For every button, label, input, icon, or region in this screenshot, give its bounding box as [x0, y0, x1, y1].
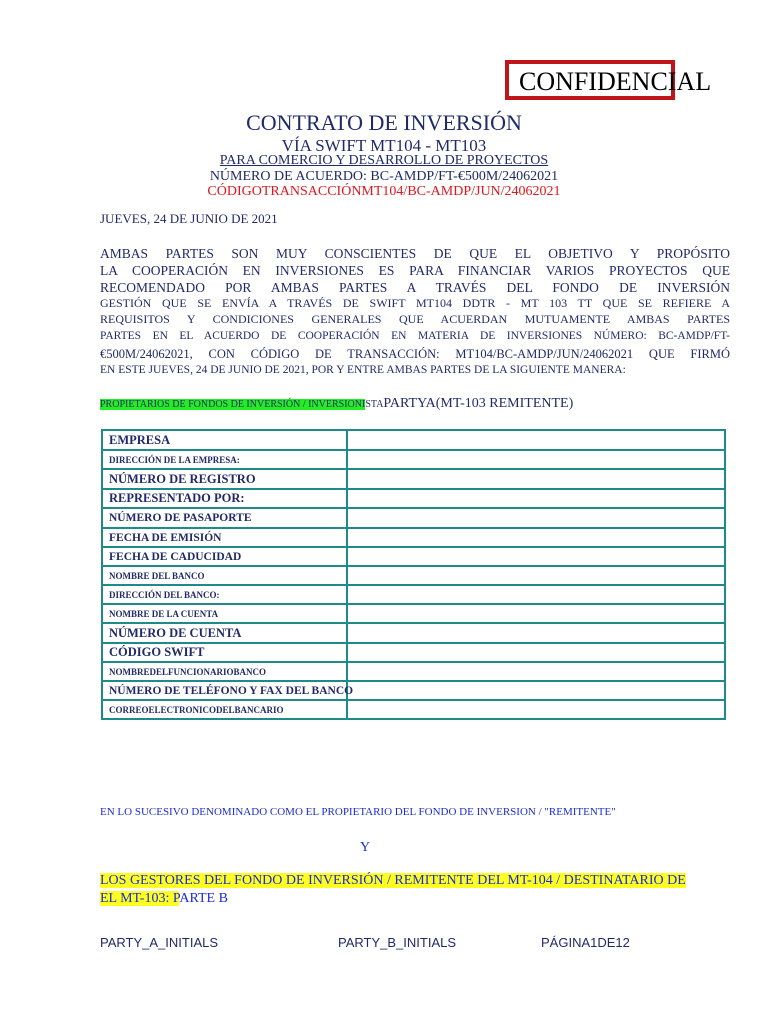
form-row: [102, 508, 725, 528]
form-row: [102, 566, 725, 585]
form-row: [102, 643, 725, 662]
paragraph-line: GESTIÓN QUE SE ENVÍA A TRAVÉS DE SWIFT MT104 DDTR - MT 103 TT QUE SE REFIERE A: [100, 296, 730, 310]
paragraph-line: AMBAS PARTES SON MUY CONSCIENTES DE QUE EL OBJETIVO Y PROPÓSITO: [100, 246, 730, 261]
and-separator: Y: [360, 840, 371, 855]
party-a-form-table: [101, 429, 726, 720]
form-row: [102, 681, 725, 700]
party-b-line2-rest: ARTE B: [179, 891, 228, 906]
form-value-field[interactable]: [347, 662, 725, 681]
form-label: REPRESENTADO POR:: [102, 489, 347, 508]
party-a-initials: PARTY_A_INITIALS: [100, 935, 219, 950]
form-value-field[interactable]: [347, 700, 725, 719]
form-label: CORREOELECTRONICODELBANCARIO: [102, 700, 347, 719]
form-row: [102, 547, 725, 566]
form-row: [102, 700, 725, 719]
form-row: [102, 430, 725, 450]
confidential-stamp-text: CONFIDENCIAL: [519, 67, 712, 96]
form-label: FECHA DE EMISIÓN: [102, 528, 347, 547]
contract-via: VÍA SWIFT MT104 - MT103: [281, 136, 487, 155]
page-number: PÁGINA1DE12: [541, 935, 630, 950]
party-b-line2-highlight: EL MT-103: P: [100, 891, 180, 906]
form-row: [102, 662, 725, 681]
form-row: [102, 528, 725, 547]
form-row: [102, 585, 725, 604]
form-value-field[interactable]: [347, 528, 725, 547]
party-a-rest: STA: [365, 399, 384, 410]
form-row: [102, 469, 725, 489]
form-value-field[interactable]: [347, 430, 725, 450]
form-label: NÚMERO DE TELÉFONO Y FAX DEL BANCO: [102, 681, 347, 700]
paragraph-line: EN ESTE JUEVES, 24 DE JUNIO DE 2021, POR Y ENTRE AMBAS PARTES DE LA SIGUIENTE MANERA:: [100, 364, 626, 376]
form-label: NÚMERO DE REGISTRO: [102, 469, 347, 489]
form-row: [102, 604, 725, 623]
party-a-heading: [100, 396, 573, 412]
form-label: EMPRESA: [102, 430, 347, 450]
form-row: [102, 489, 725, 508]
party-a-highlight: PROPIETARIOS DE FONDOS DE INVERSIÓN / INVERSIONI: [100, 399, 366, 410]
contract-purpose: PARA COMERCIO Y DESARROLLO DE PROYECTOS: [219, 153, 549, 168]
form-value-field[interactable]: [347, 681, 725, 700]
form-value-field[interactable]: [347, 469, 725, 489]
form-label: NÚMERO DE CUENTA: [102, 623, 347, 643]
paragraph-line: RECOMENDADO POR AMBAS PARTES A TRAVÉS DEL FONDO DE INVERSIÓN: [100, 280, 730, 295]
agreement-number: NÚMERO DE ACUERDO: BC-AMDP/FT-€500M/24062021: [209, 169, 559, 184]
paragraph-line: PARTES EN EL ACUERDO DE COOPERACIÓN EN MATERIA DE INVERSIONES NÚMERO: BC-AMDP/FT-: [100, 330, 730, 342]
form-value-field[interactable]: [347, 643, 725, 662]
hereafter-clause: EN LO SUCESIVO DENOMINADO COMO EL PROPIETARIO DEL FONDO DE INVERSION / "REMITENTE": [100, 806, 616, 818]
form-label: NOMBRE DE LA CUENTA: [102, 604, 347, 623]
party-a-tail: PARTYA(MT-103 REMITENTE): [383, 396, 574, 411]
form-value-field[interactable]: [347, 450, 725, 469]
form-label: NOMBREDELFUNCIONARIOBANCO: [102, 662, 347, 681]
form-row: [102, 623, 725, 643]
paragraph-line: REQUISITOS Y CONDICIONES GENERALES QUE ACUERDAN MUTUAMENTE AMBAS PARTES: [100, 312, 730, 326]
form-value-field[interactable]: [347, 623, 725, 643]
party-b-line1: LOS GESTORES DEL FONDO DE INVERSIÓN / REMITENTE DEL MT-104 / DESTINATARIO DE: [100, 873, 686, 888]
form-label: NÚMERO DE PASAPORTE: [102, 508, 347, 528]
party-b-heading: [100, 872, 700, 908]
form-value-field[interactable]: [347, 489, 725, 508]
form-value-field[interactable]: [347, 566, 725, 585]
form-label: FECHA DE CADUCIDAD: [102, 547, 347, 566]
form-value-field[interactable]: [347, 547, 725, 566]
confidential-stamp: [505, 60, 712, 100]
paragraph-line: LA COOPERACIÓN EN INVERSIONES ES PARA FINANCIAR VARIOS PROYECTOS QUE: [100, 263, 730, 278]
form-label: DIRECCIÓN DE LA EMPRESA:: [102, 450, 347, 469]
contract-title: CONTRATO DE INVERSIÓN: [246, 110, 522, 135]
form-label: CÓDIGO SWIFT: [102, 643, 347, 662]
contract-date: JUEVES, 24 DE JUNIO DE 2021: [100, 211, 278, 226]
form-value-field[interactable]: [347, 508, 725, 528]
form-value-field[interactable]: [347, 604, 725, 623]
form-value-field[interactable]: [347, 585, 725, 604]
transaction-code: CÓDIGOTRANSACCIÓNMT104/BC-AMDP/JUN/24062021: [207, 184, 561, 199]
form-label: NOMBRE DEL BANCO: [102, 566, 347, 585]
paragraph-line: €500M/24062021, CON CÓDIGO DE TRANSACCIÓN: MT104/BC-AMDP/JUN/24062021 QUE FIRMÓ: [100, 347, 730, 361]
form-row: [102, 450, 725, 469]
party-b-initials: PARTY_B_INITIALS: [338, 935, 457, 950]
form-label: DIRECCIÓN DEL BANCO:: [102, 585, 347, 604]
